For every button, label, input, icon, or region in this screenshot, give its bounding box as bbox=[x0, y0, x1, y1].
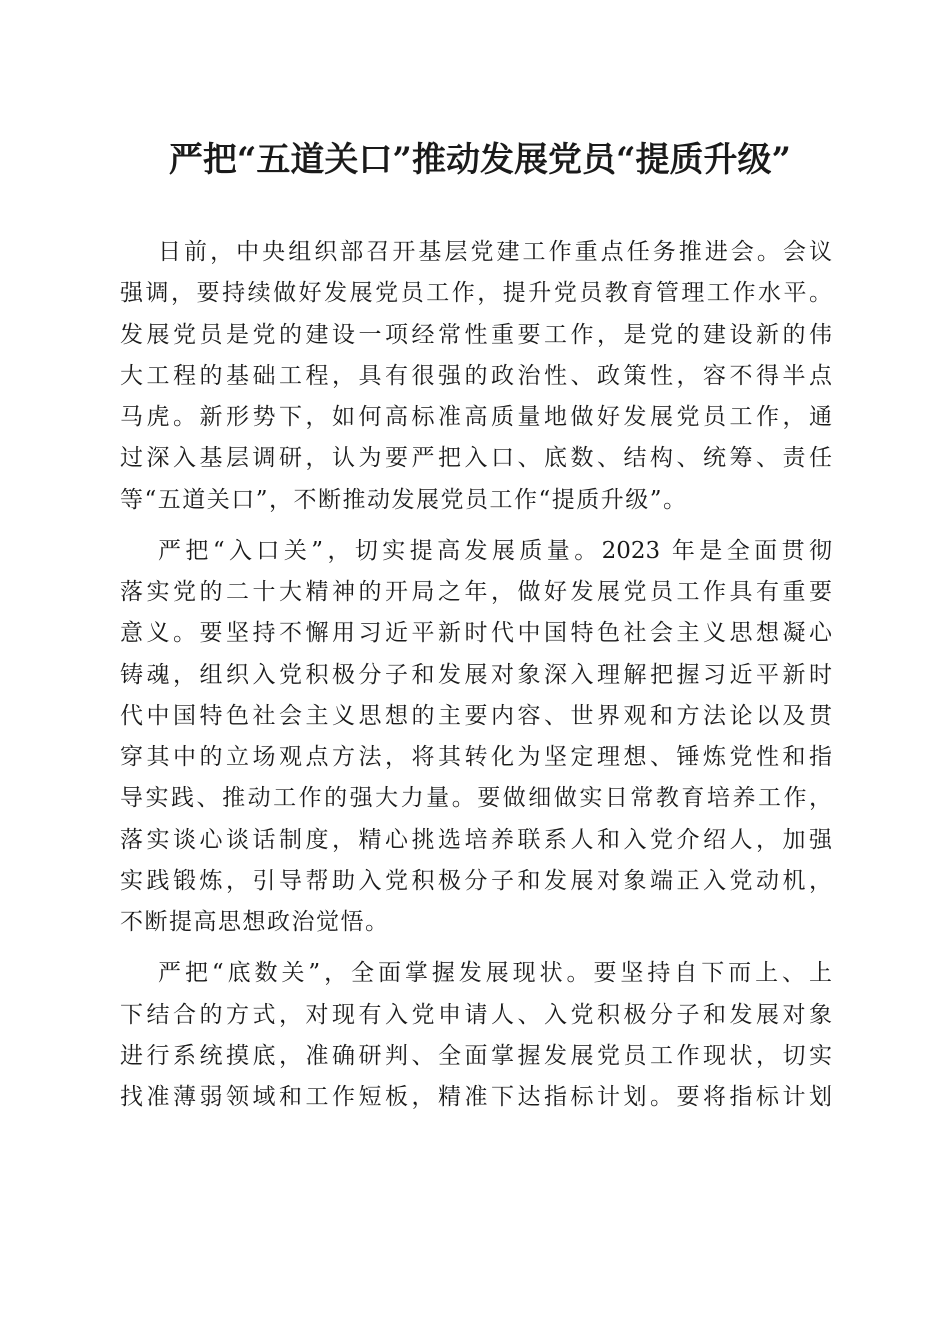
paragraph-line: 强调，要持续做好发展党员工作，提升党员教育管理工作水平。 bbox=[120, 280, 832, 307]
paragraph-line: 严把“入口关”，切实提高发展质量。2023 年是全面贯彻 bbox=[158, 537, 832, 564]
paragraph bbox=[120, 531, 832, 944]
paragraph-line: 意义。要坚持不懈用习近平新时代中国特色社会主义思想凝心 bbox=[120, 620, 832, 647]
document-title: 严把“五道关口”推动发展党员“提质升级” bbox=[168, 140, 792, 180]
paragraph-line: 发展党员是党的建设一项经常性重要工作，是党的建设新的伟 bbox=[120, 321, 832, 348]
paragraph-line: 日前，中央组织部召开基层党建工作重点任务推进会。会议 bbox=[158, 239, 832, 265]
paragraph-line: 等“五道关口”，不断推动发展党员工作“提质升级”。 bbox=[120, 486, 688, 513]
paragraph-line: 穿其中的立场观点方法，将其转化为坚定理想、锤炼党性和指 bbox=[120, 744, 832, 770]
paragraph-line: 马虎。新形势下，如何高标准高质量地做好发展党员工作，通 bbox=[120, 404, 832, 430]
paragraph-line: 铸魂，组织入党积极分子和发展对象深入理解把握习近平新时 bbox=[120, 661, 832, 688]
paragraph bbox=[120, 232, 832, 521]
paragraph-line: 落实谈心谈话制度，精心挑选培养联系人和入党介绍人，加强 bbox=[120, 826, 832, 853]
paragraph-line: 进行系统摸底，准确研判、全面掌握发展党员工作现状，切实 bbox=[120, 1042, 832, 1069]
paragraph-line: 找准薄弱领域和工作短板，精准下达指标计划。要将指标计划 bbox=[120, 1084, 832, 1110]
paragraph-line: 下结合的方式，对现有入党申请人、入党积极分子和发展对象 bbox=[120, 1001, 832, 1028]
paragraph-line: 严把“底数关”，全面掌握发展现状。要坚持自下而上、上 bbox=[158, 960, 832, 987]
paragraph-line: 实践锻炼，引导帮助入党积极分子和发展对象端正入党动机， bbox=[120, 867, 832, 894]
paragraph-spacer bbox=[120, 943, 832, 953]
paragraph-line: 不断提高思想政治觉悟。 bbox=[120, 909, 390, 935]
paragraph-spacer bbox=[120, 521, 832, 531]
paragraph-line: 代中国特色社会主义思想的主要内容、世界观和方法论以及贯 bbox=[120, 702, 832, 729]
paragraph-line: 大工程的基础工程，具有很强的政治性、政策性，容不得半点 bbox=[120, 362, 832, 389]
paragraph-line: 落实党的二十大精神的开局之年，做好发展党员工作具有重要 bbox=[120, 579, 832, 605]
paragraph bbox=[120, 953, 832, 1118]
paragraph-line: 导实践、推动工作的强大力量。要做细做实日常教育培养工作， bbox=[120, 785, 832, 812]
paragraph-line: 过深入基层调研，认为要严把入口、底数、结构、统筹、责任 bbox=[120, 445, 832, 472]
document-body bbox=[120, 232, 832, 1118]
